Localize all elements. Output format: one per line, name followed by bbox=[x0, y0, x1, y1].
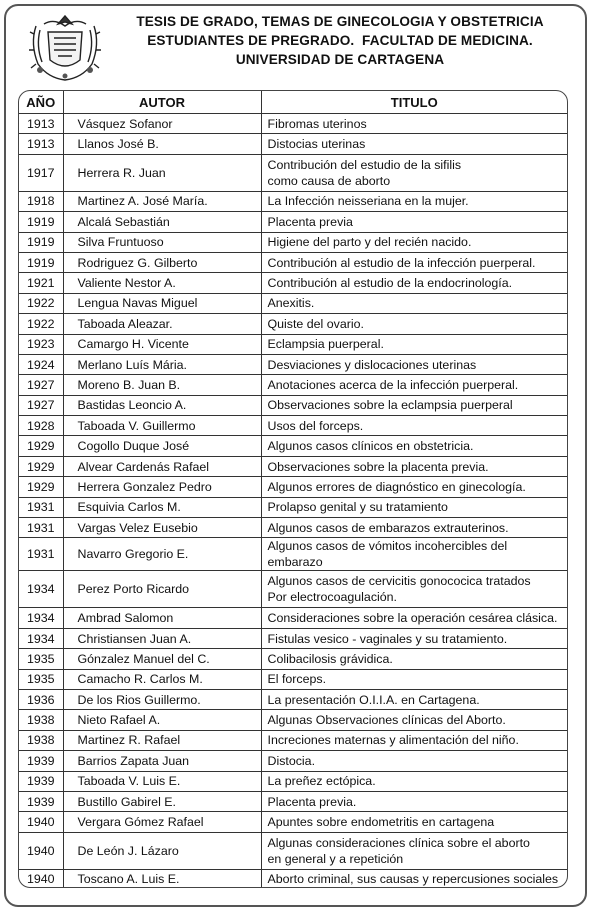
cell-title: Higiene del parto y del recién nacido. bbox=[261, 232, 567, 252]
cell-title: Quiste del ovario. bbox=[261, 314, 567, 334]
cell-title: Algunos casos de cervicitis gonococica tratados Por electrocoagulación. bbox=[261, 571, 567, 608]
table-row bbox=[19, 191, 567, 211]
cell-title: Apuntes sobre endometritis en cartagena bbox=[261, 812, 567, 832]
cell-year: 1934 bbox=[19, 608, 63, 628]
cell-author: De León J. Lázaro bbox=[63, 832, 261, 869]
cell-title: Algunas Observaciones clínicas del Aborto. bbox=[261, 710, 567, 730]
cell-year: 1923 bbox=[19, 334, 63, 354]
cell-year: 1918 bbox=[19, 191, 63, 211]
table-row bbox=[19, 354, 567, 374]
thesis-table bbox=[19, 91, 567, 888]
cell-author: Toscano A. Luis E. bbox=[63, 869, 261, 888]
cell-year: 1938 bbox=[19, 710, 63, 730]
table-row bbox=[19, 273, 567, 293]
cell-year: 1922 bbox=[19, 293, 63, 313]
thesis-table-frame bbox=[18, 90, 568, 888]
title-line-2: ESTUDIANTES DE PREGRADO. FACULTAD DE MEDICINA. bbox=[147, 33, 533, 48]
cell-title: Increciones maternas y alimentación del niño. bbox=[261, 730, 567, 750]
cell-author: Christiansen Juan A. bbox=[63, 628, 261, 648]
cell-title: Usos del forceps. bbox=[261, 416, 567, 436]
cell-author: Bastidas Leoncio A. bbox=[63, 395, 261, 415]
table-row bbox=[19, 689, 567, 709]
cell-year: 1940 bbox=[19, 869, 63, 888]
table-row bbox=[19, 416, 567, 436]
table-row bbox=[19, 134, 567, 154]
table-row bbox=[19, 751, 567, 771]
cell-title: Placenta previa. bbox=[261, 791, 567, 811]
cell-title: La presentación O.I.I.A. en Cartagena. bbox=[261, 689, 567, 709]
cell-title: Colibacilosis grávidica. bbox=[261, 649, 567, 669]
table-row bbox=[19, 232, 567, 252]
cell-author: Camacho R. Carlos M. bbox=[63, 669, 261, 689]
cell-year: 1913 bbox=[19, 114, 63, 134]
table-row bbox=[19, 771, 567, 791]
cell-title: Algunos casos clínicos en obstetricia. bbox=[261, 436, 567, 456]
cell-title: Distocia. bbox=[261, 751, 567, 771]
cell-year: 1934 bbox=[19, 571, 63, 608]
cell-author: Barrios Zapata Juan bbox=[63, 751, 261, 771]
table-row bbox=[19, 114, 567, 134]
cell-year: 1927 bbox=[19, 375, 63, 395]
cell-year: 1929 bbox=[19, 477, 63, 497]
cell-title: Anotaciones acerca de la infección puerperal. bbox=[261, 375, 567, 395]
cell-author: Taboada Aleazar. bbox=[63, 314, 261, 334]
cell-title: Prolapso genital y su tratamiento bbox=[261, 497, 567, 517]
cell-title: Algunos errores de diagnóstico en ginecología. bbox=[261, 477, 567, 497]
cell-title: Contribución al estudio de la endocrinología. bbox=[261, 273, 567, 293]
table-row bbox=[19, 252, 567, 272]
table-row bbox=[19, 832, 567, 869]
cell-year: 1928 bbox=[19, 416, 63, 436]
table-row bbox=[19, 649, 567, 669]
cell-author: Gónzalez Manuel del C. bbox=[63, 649, 261, 669]
cell-author: Alcalá Sebastián bbox=[63, 212, 261, 232]
title-line-3: UNIVERSIDAD DE CARTAGENA bbox=[235, 52, 445, 67]
cell-title: Algunas consideraciones clínica sobre el aborto en general y a repetición bbox=[261, 832, 567, 869]
table-row bbox=[19, 608, 567, 628]
cell-author: Merlano Luís Mária. bbox=[63, 354, 261, 374]
column-header-year: AÑO bbox=[19, 91, 63, 114]
cell-title: Contribución al estudio de la infección puerperal. bbox=[261, 252, 567, 272]
cell-author: Bustillo Gabirel E. bbox=[63, 791, 261, 811]
cell-title: Aborto criminal, sus causas y repercusiones sociales bbox=[261, 869, 567, 888]
cell-author: Vargas Velez Eusebio bbox=[63, 518, 261, 538]
cell-year: 1917 bbox=[19, 154, 63, 191]
cell-author: Moreno B. Juan B. bbox=[63, 375, 261, 395]
table-row bbox=[19, 456, 567, 476]
cell-author: Rodriguez G. Gilberto bbox=[63, 252, 261, 272]
cell-year: 1929 bbox=[19, 436, 63, 456]
cell-title: El forceps. bbox=[261, 669, 567, 689]
cell-year: 1931 bbox=[19, 538, 63, 571]
table-row bbox=[19, 518, 567, 538]
cell-author: Cogollo Duque José bbox=[63, 436, 261, 456]
cell-author: Vergara Gómez Rafael bbox=[63, 812, 261, 832]
cell-author: Silva Fruntuoso bbox=[63, 232, 261, 252]
cell-year: 1931 bbox=[19, 497, 63, 517]
table-row bbox=[19, 497, 567, 517]
cell-year: 1924 bbox=[19, 354, 63, 374]
cell-title: Consideraciones sobre la operación cesárea clásica. bbox=[261, 608, 567, 628]
document-header bbox=[0, 6, 591, 86]
cell-year: 1919 bbox=[19, 252, 63, 272]
cell-author: Perez Porto Ricardo bbox=[63, 571, 261, 608]
table-row bbox=[19, 436, 567, 456]
cell-title: Algunos casos de vómitos incohercibles del embarazo bbox=[261, 538, 567, 571]
cell-author: Lengua Navas Miguel bbox=[63, 293, 261, 313]
cell-year: 1939 bbox=[19, 771, 63, 791]
cell-title: Contribución del estudio de la sifilis como causa de aborto bbox=[261, 154, 567, 191]
cell-year: 1939 bbox=[19, 791, 63, 811]
table-body bbox=[19, 114, 567, 889]
table-row bbox=[19, 375, 567, 395]
cell-year: 1913 bbox=[19, 134, 63, 154]
table-row bbox=[19, 334, 567, 354]
cell-author: Vásquez Sofanor bbox=[63, 114, 261, 134]
cell-year: 1919 bbox=[19, 212, 63, 232]
cell-author: Camargo H. Vicente bbox=[63, 334, 261, 354]
table-row bbox=[19, 477, 567, 497]
table-row bbox=[19, 869, 567, 888]
table-row bbox=[19, 395, 567, 415]
cell-title: Fibromas uterinos bbox=[261, 114, 567, 134]
cell-title: Anexitis. bbox=[261, 293, 567, 313]
cell-year: 1929 bbox=[19, 456, 63, 476]
table-row bbox=[19, 293, 567, 313]
cell-year: 1939 bbox=[19, 751, 63, 771]
cell-title: Distocias uterinas bbox=[261, 134, 567, 154]
cell-year: 1921 bbox=[19, 273, 63, 293]
cell-title: La Infección neisseriana en la mujer. bbox=[261, 191, 567, 211]
table-row bbox=[19, 538, 567, 571]
cell-author: Navarro Gregorio E. bbox=[63, 538, 261, 571]
cell-author: Valiente Nestor A. bbox=[63, 273, 261, 293]
cell-year: 1938 bbox=[19, 730, 63, 750]
cell-year: 1919 bbox=[19, 232, 63, 252]
cell-author: Martinez R. Rafael bbox=[63, 730, 261, 750]
cell-author: Taboada V. Guillermo bbox=[63, 416, 261, 436]
document-title bbox=[100, 12, 580, 69]
cell-year: 1935 bbox=[19, 649, 63, 669]
table-header-row bbox=[19, 91, 567, 114]
table-row bbox=[19, 710, 567, 730]
table-row bbox=[19, 212, 567, 232]
title-line-1: TESIS DE GRADO, TEMAS DE GINECOLOGIA Y OBSTETRICIA bbox=[136, 14, 544, 29]
university-seal-icon bbox=[28, 10, 102, 82]
cell-author: Ambrad Salomon bbox=[63, 608, 261, 628]
table-row bbox=[19, 628, 567, 648]
cell-title: Fistulas vesico - vaginales y su tratamiento. bbox=[261, 628, 567, 648]
cell-title: Placenta previa bbox=[261, 212, 567, 232]
column-header-title: TITULO bbox=[261, 91, 567, 114]
cell-author: De los Rios Guillermo. bbox=[63, 689, 261, 709]
cell-year: 1940 bbox=[19, 812, 63, 832]
cell-year: 1931 bbox=[19, 518, 63, 538]
cell-author: Martinez A. José María. bbox=[63, 191, 261, 211]
table-row bbox=[19, 791, 567, 811]
table-row bbox=[19, 812, 567, 832]
cell-author: Herrera R. Juan bbox=[63, 154, 261, 191]
column-header-author: AUTOR bbox=[63, 91, 261, 114]
cell-author: Taboada V. Luis E. bbox=[63, 771, 261, 791]
cell-title: Algunos casos de embarazos extrauterinos. bbox=[261, 518, 567, 538]
cell-author: Nieto Rafael A. bbox=[63, 710, 261, 730]
cell-title: Desviaciones y dislocaciones uterinas bbox=[261, 354, 567, 374]
cell-author: Alvear Cardenás Rafael bbox=[63, 456, 261, 476]
table-row bbox=[19, 730, 567, 750]
table-row bbox=[19, 314, 567, 334]
cell-title: Eclampsia puerperal. bbox=[261, 334, 567, 354]
cell-author: Esquivia Carlos M. bbox=[63, 497, 261, 517]
cell-author: Llanos José B. bbox=[63, 134, 261, 154]
table-row bbox=[19, 154, 567, 191]
cell-year: 1934 bbox=[19, 628, 63, 648]
cell-author: Herrera Gonzalez Pedro bbox=[63, 477, 261, 497]
cell-title: Observaciones sobre la eclampsia puerperal bbox=[261, 395, 567, 415]
table-row bbox=[19, 669, 567, 689]
cell-year: 1936 bbox=[19, 689, 63, 709]
cell-year: 1927 bbox=[19, 395, 63, 415]
cell-year: 1935 bbox=[19, 669, 63, 689]
cell-year: 1922 bbox=[19, 314, 63, 334]
cell-year: 1940 bbox=[19, 832, 63, 869]
cell-title: Observaciones sobre la placenta previa. bbox=[261, 456, 567, 476]
table-row bbox=[19, 571, 567, 608]
cell-title: La preñez ectópica. bbox=[261, 771, 567, 791]
